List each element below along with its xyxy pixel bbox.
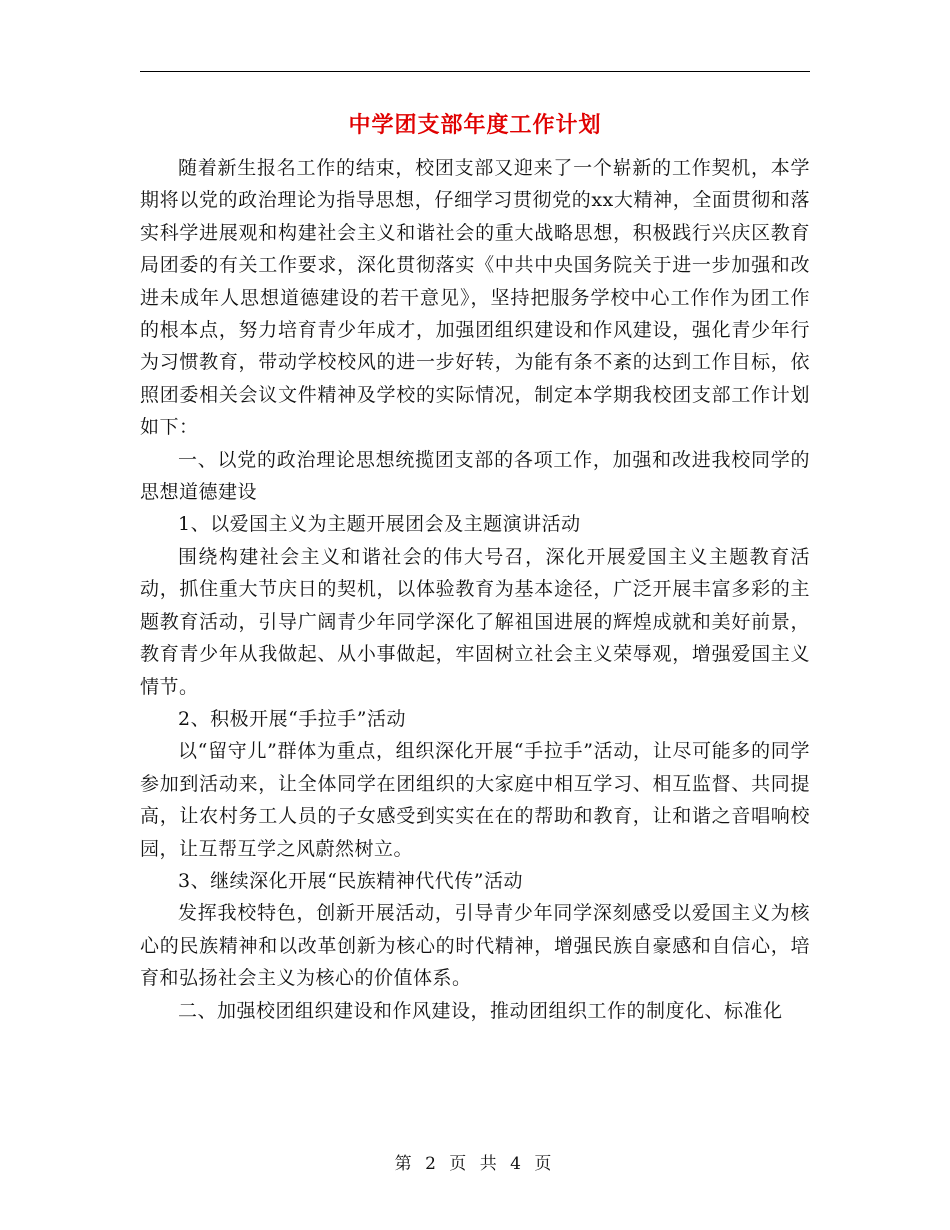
document-title: 中学团支部年度工作计划 (348, 112, 602, 138)
intro-paragraph: 随着新生报名工作的结束，校团支部又迎来了一个崭新的工作契机，本学期将以党的政治理论为指导思想，仔细学习贯彻党的xx大精神，全面贯彻和落实科学进展观和构建社会主义和谐社会的重大战略思想，积极践行兴庆区教育局团委的有关工作要求，深化贯彻落实《中共中央国务院关于进一步加强和改进未成年人思想道德建设的若干意见》，坚持把服务学校中心工作作为团工作的根本点，努力培育青少年成才，加强团组织建设和作风建设，强化青少年行为习惯教育，带动学校校风的进一步好转，为能有条不紊的达到工作目标，依照团委相关会议文件精神及学校的实际情况，制定本学期我校团支部工作计划如下： (140, 157, 810, 439)
paragraph-hand-in-hand: 以“留守儿”群体为重点，组织深化开展“手拉手”活动，让尽可能多的同学参加到活动来，让全体同学在团组织的大家庭中相互学习、相互监督、共同提高，让农村务工人员的子女感受到实实在在的帮助和教育，让和谐之音唱响校园，让互帮互学之风蔚然树立。 (140, 740, 810, 860)
document-body (140, 152, 810, 1027)
page-number-footer: 第 2 页 共 4 页 (394, 1154, 556, 1174)
subheading-1: 1、以爱国主义为主题开展团会及主题演讲活动 (178, 513, 581, 536)
subheading-3: 3、继续深化开展“民族精神代代传”活动 (178, 869, 524, 892)
header-rule (140, 71, 810, 72)
subheading-2: 2、积极开展“手拉手”活动 (178, 707, 407, 730)
paragraph-patriotism: 围绕构建社会主义和谐社会的伟大号召，深化开展爱国主义主题教育活动，抓住重大节庆日的契机，以体验教育为基本途径，广泛开展丰富多彩的主题教育活动，引导广阔青少年同学深化了解祖国进展的辉煌成就和美好前景，教育青少年从我做起、从小事做起，牢固树立社会主义荣辱观，增强爱国主义情节。 (140, 545, 810, 698)
section-heading-1: 一、以党的政治理论思想统揽团支部的各项工作，加强和改进我校同学的思想道德建设 (140, 448, 810, 504)
section-heading-2: 二、加强校团组织建设和作风建设，推动团组织工作的制度化、标准化 (178, 999, 783, 1022)
paragraph-national-spirit: 发挥我校特色，创新开展活动，引导青少年同学深刻感受以爱国主义为核心的民族精神和以改革创新为核心的时代精神，增强民族自豪感和自信心，培育和弘扬社会主义为核心的价值体系。 (140, 902, 810, 990)
